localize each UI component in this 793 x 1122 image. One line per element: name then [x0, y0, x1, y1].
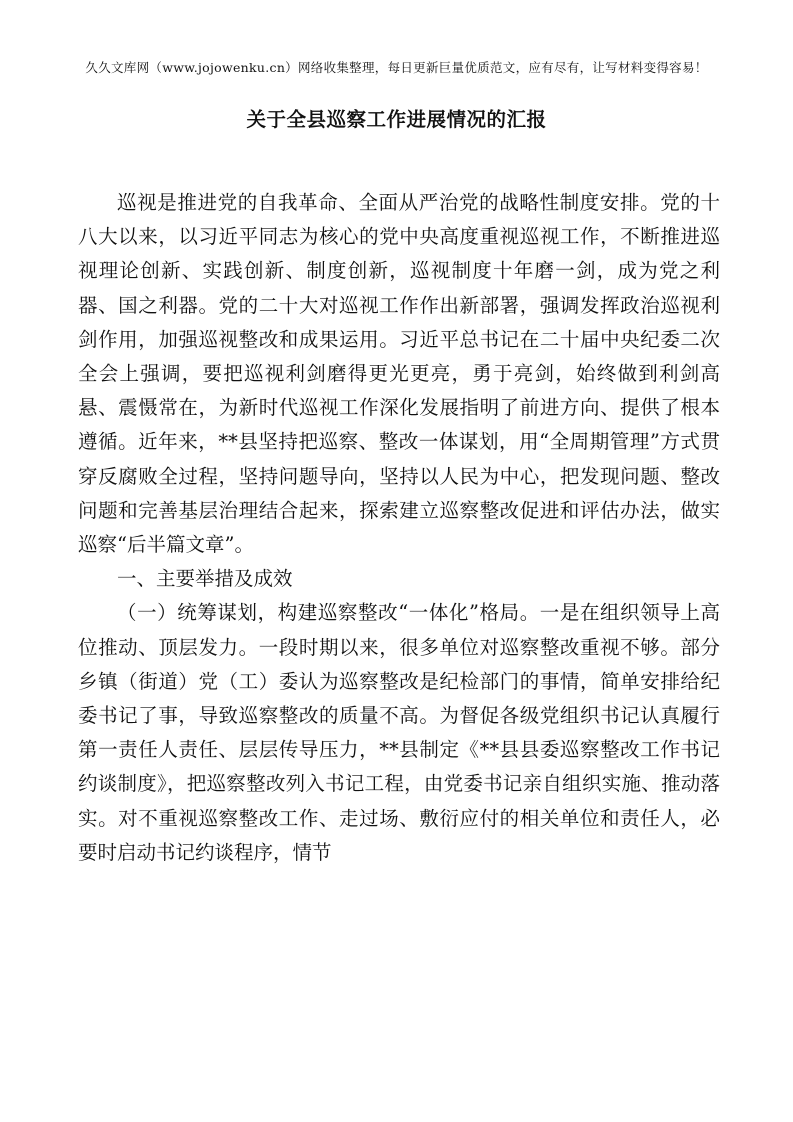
- document-title: 关于全县巡察工作进展情况的汇报: [246, 108, 547, 131]
- section-heading: 一、主要举措及成效: [117, 567, 293, 591]
- document-body: [78, 186, 720, 870]
- intro-paragraph: 巡视是推进党的自我革命、全面从严治党的战略性制度安排。党的十八大以来，以习近平同志为核心的党中央高度重视巡视工作，不断推进巡视理论创新、实践创新、制度创新，巡视制度十年磨一剑，成为党之利器、国之利器。党的二十大对巡视工作作出新部署，强调发挥政治巡视利剑作用，加强巡视整改和成果运用。习近平总书记在二十届中央纪委二次全会上强调，要把巡视利剑磨得更光更亮，勇于亮剑，始终做到利剑高悬、震慑常在，为新时代巡视工作深化发展指明了前进方向、提供了根本遵循。近年来，**县坚持把巡察、整改一体谋划，用“全周期管理”方式贯穿反腐败全过程，坚持问题导向，坚持以人民为中心，把发现问题、整改问题和完善基层治理结合起来，探索建立巡察整改促进和评估办法，做实巡察“后半篇文章”。: [78, 191, 720, 557]
- sub-section-paragraph: （一）统筹谋划，构建巡察整改“一体化”格局。一是在组织领导上高位推动、顶层发力。一段时期以来，很多单位对巡察整改重视不够。部分乡镇（街道）党（工）委认为巡察整改是纪检部门的事情，简单安排给纪委书记了事，导致巡察整改的质量不高。为督促各级党组织书记认真履行第一责任人责任、层层传导压力，**县制定《**县县委巡察整改工作书记约谈制度》，把巡察整改列入书记工程，由党委书记亲自组织实施、推动落实。对不重视巡察整改工作、走过场、敷衍应付的相关单位和责任人，必要时启动书记约谈程序，情节: [78, 601, 720, 864]
- site-header-banner: 久久文库网（www.jojowenku.cn）网络收集整理，每日更新巨量优质范文，应有尽有，让写材料变得容易！: [85, 60, 708, 75]
